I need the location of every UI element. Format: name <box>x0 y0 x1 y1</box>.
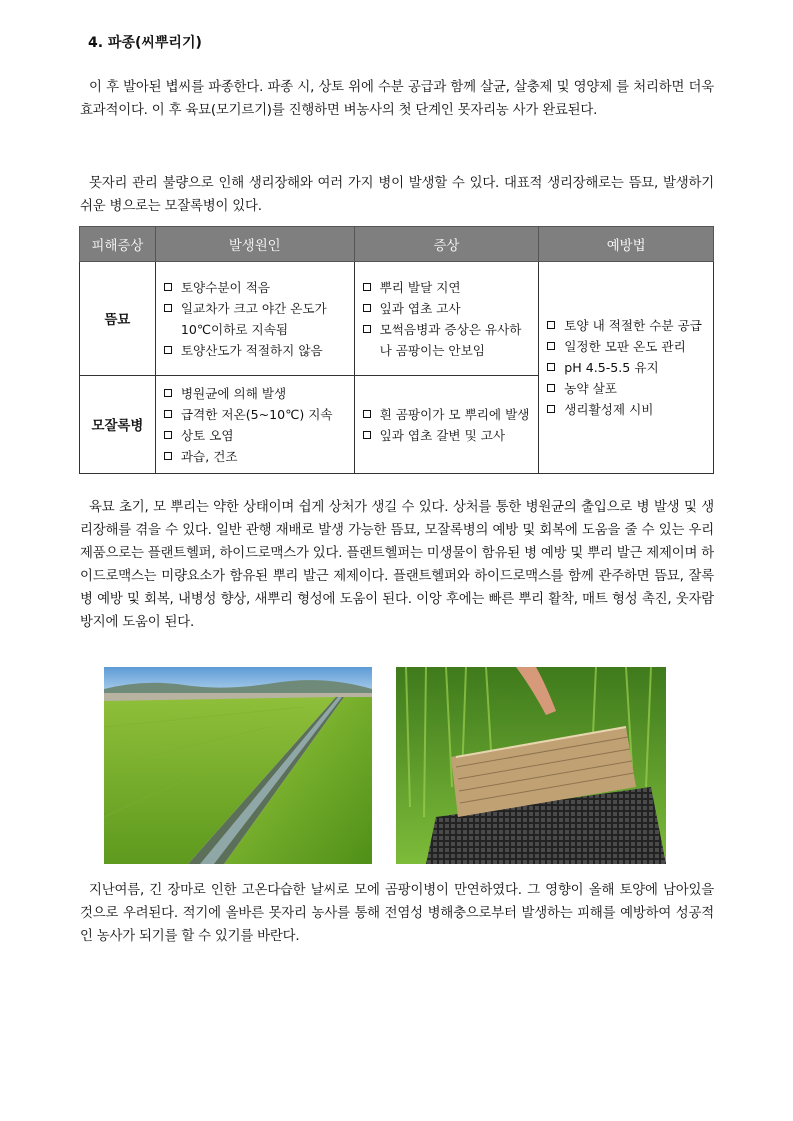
list-item: 모썩음병과 증상은 유사하나 곰팡이는 안보임 <box>363 319 533 361</box>
list-item: 과습, 건조 <box>164 446 348 467</box>
disease-table <box>79 226 714 474</box>
list-item: 잎과 엽초 고사 <box>363 298 533 319</box>
cause-cell <box>155 262 354 376</box>
section-heading: 4. 파종(씨뿌리기) <box>88 35 202 51</box>
checkbox-icon <box>164 410 172 418</box>
list-item: 병원균에 의해 발생 <box>164 383 348 404</box>
checkbox-icon <box>164 452 172 460</box>
checkbox-icon <box>363 431 371 439</box>
list-item: 농약 살포 <box>547 378 707 399</box>
checkbox-icon <box>363 325 371 333</box>
checkbox-icon <box>164 283 172 291</box>
paragraph-products: 육묘 초기, 모 뿌리는 약한 상태이며 쉽게 상처가 생길 수 있다. 상처를 통한 병원균의 출입으로 병 발생 및 생리장해를 겪을 수 있다. 일반 관행 재배로 발생 가능한 뜸묘, 모잘록병의 예방 및 회복에 도움을 줄 수 있는 우리 제품으로는 플랜트헬퍼, 하이드로맥스가 있다. 플랜트헬퍼는 미생물이 함유된 병 예방 및 뿌리 발근 제제이며 하이드로맥스는 미량요소가 함유된 뿌리 발근 제제이다. 플랜트헬퍼와 하이드로맥스를 함께 관주하면 뜸묘, 잘록병 예방 및 회복, 내병성 향상, 새뿌리 형성에 도움이 된다. 이앙 후에는 빠른 뿌리 활착, 매트 형성 촉진, 웃자람 방지에 도움이 된다. <box>80 500 714 630</box>
row-name: 뜸묘 <box>80 262 156 376</box>
list-item: 상토 오염 <box>164 425 348 446</box>
paragraph-disorders: 못자리 관리 불량으로 인해 생리장해와 여러 가지 병이 발생할 수 있다. 대표적 생리장해로는 뜸묘, 발생하기 쉬운 병으로는 모잘록병이 있다. <box>80 176 714 214</box>
list-item: 흰 곰팡이가 모 뿌리에 발생 <box>363 404 533 425</box>
table-row <box>80 262 714 376</box>
checkbox-icon <box>547 342 555 350</box>
checkbox-icon <box>547 363 555 371</box>
photo-seedling-mat <box>396 667 666 864</box>
list-item: pH 4.5-5.5 유지 <box>547 357 707 378</box>
checkbox-icon <box>164 431 172 439</box>
header-symptom-name: 피해증상 <box>80 227 156 262</box>
list-item: 생리활성제 시비 <box>547 399 707 420</box>
row-name: 모잘록병 <box>80 376 156 474</box>
symptom-cell <box>354 262 539 376</box>
header-cause: 발생원인 <box>155 227 354 262</box>
checkbox-icon <box>164 304 172 312</box>
list-item: 토양 내 적절한 수분 공급 <box>547 315 707 336</box>
list-item: 토양산도가 적절하지 않음 <box>164 340 348 361</box>
checkbox-icon <box>164 389 172 397</box>
checkbox-icon <box>164 346 172 354</box>
list-item: 토양수분이 적음 <box>164 277 348 298</box>
prevention-cell <box>539 262 714 474</box>
list-item: 뿌리 발달 지연 <box>363 277 533 298</box>
header-symptoms: 증상 <box>354 227 539 262</box>
list-item: 일정한 모판 온도 관리 <box>547 336 707 357</box>
checkbox-icon <box>363 304 371 312</box>
table-header-row <box>80 227 714 262</box>
list-item: 일교차가 크고 야간 온도가 10℃이하로 지속됨 <box>164 298 348 340</box>
checkbox-icon <box>547 321 555 329</box>
cause-cell <box>155 376 354 474</box>
header-prevention: 예방법 <box>539 227 714 262</box>
list-item: 급격한 저온(5~10℃) 지속 <box>164 404 348 425</box>
paragraph-sowing: 이 후 발아된 볍씨를 파종한다. 파종 시, 상토 위에 수분 공급과 함께 살균, 살충제 및 영양제 를 처리하면 더욱 효과적이다. 이 후 육묘(모기르기)를 진행하면 벼농사의 첫 단계인 못자리농 사가 완료된다. <box>80 80 714 118</box>
checkbox-icon <box>363 283 371 291</box>
checkbox-icon <box>363 410 371 418</box>
photo-rice-field <box>104 667 372 864</box>
symptom-cell <box>354 376 539 474</box>
checkbox-icon <box>547 405 555 413</box>
paragraph-conclusion: 지난여름, 긴 장마로 인한 고온다습한 날씨로 모에 곰팡이병이 만연하였다. 그 영향이 올해 토양에 남아있을 것으로 우려된다. 적기에 올바른 못자리 농사를 통해 전염성 병해충으로부터 발생하는 피해를 예방하여 성공적인 농사가 되기를 할 수 있기를 바란다. <box>80 883 714 944</box>
checkbox-icon <box>547 384 555 392</box>
list-item: 잎과 엽초 갈변 및 고사 <box>363 425 533 446</box>
